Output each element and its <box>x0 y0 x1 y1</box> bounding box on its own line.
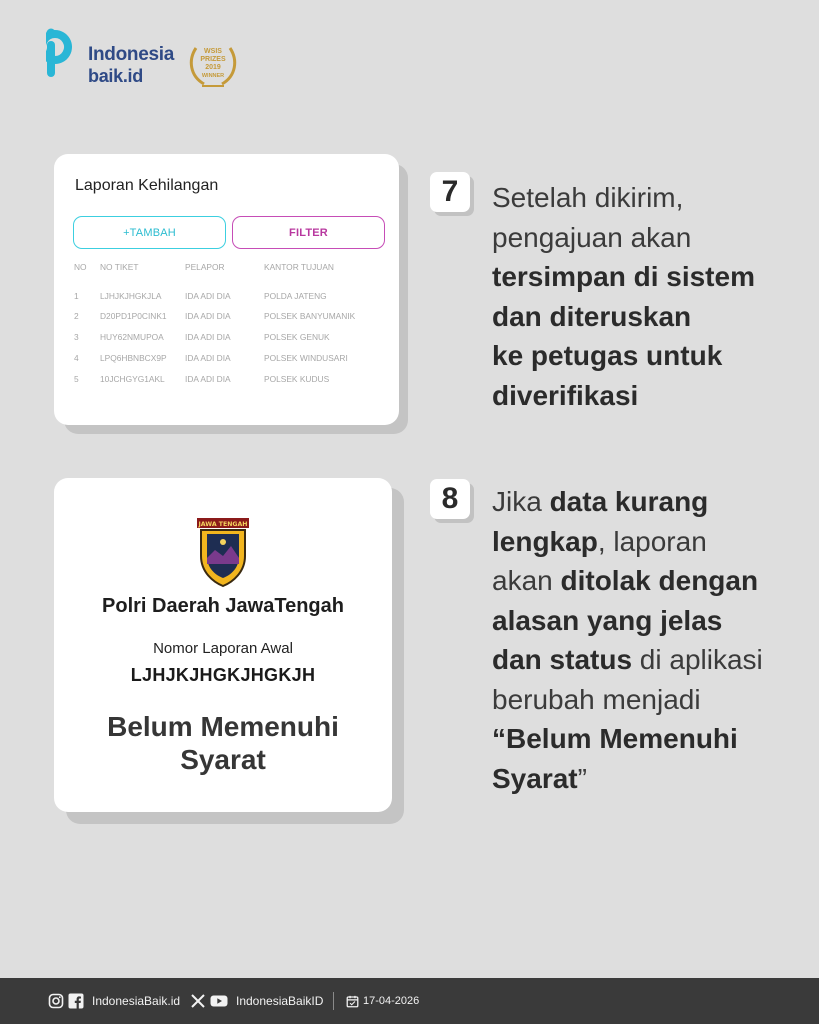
filter-button[interactable]: FILTER <box>232 216 385 249</box>
award-line2: PRIZES <box>200 56 226 63</box>
column-header-reporter: PELAPOR <box>185 262 225 272</box>
step-number-7: 7 <box>430 172 470 212</box>
table-row[interactable]: 1 LJHJKJHGKJLA IDA ADI DIA POLDA JATENG <box>74 291 327 301</box>
footer-social-primary[interactable] <box>48 978 180 1024</box>
step-number-8: 8 <box>430 479 470 519</box>
table-row[interactable]: 5 10JCHGYG1AKL IDA ADI DIA POLSEK KUDUS <box>74 374 330 384</box>
column-header-ticket: NO TIKET <box>100 262 139 272</box>
brand-name-line1: Indonesia <box>88 44 174 65</box>
organization-name: Polri Daerah JawaTengah <box>102 595 344 617</box>
footer-bar <box>0 978 819 1024</box>
step-8-description: Jika data kurang lengkap, laporan akan ditolak dengan alasan yang jelas dan status di aplikasi berubah menjadi “Belum Memenuhi Syarat” <box>492 486 763 794</box>
calendar-icon <box>346 995 359 1008</box>
facebook-icon <box>68 993 84 1009</box>
table-header <box>74 262 384 276</box>
footer-date-text: 17-04-2026 <box>363 995 420 1007</box>
report-status-text: Belum Memenuhi Syarat <box>107 711 339 775</box>
step-7-description: Setelah dikirim, pengajuan akan tersimpan di sistem dan diteruskan ke petugas untuk diverifikasi <box>492 182 755 411</box>
report-status-card <box>54 478 406 826</box>
table-row[interactable]: 4 LPQ6HBNBCX9P IDA ADI DIA POLSEK WINDUSARI <box>74 353 348 363</box>
indonesiabaik-logo-icon <box>46 28 82 84</box>
badge-text: JAWA TENGAH <box>198 521 248 528</box>
table-row[interactable]: 3 HUY62NMUPOA IDA ADI DIA POLSEK GENUK <box>74 332 330 342</box>
youtube-icon <box>210 993 228 1009</box>
add-report-button[interactable]: +TAMBAH <box>73 216 226 249</box>
wsis-award-badge <box>186 38 240 92</box>
instagram-icon <box>48 993 64 1009</box>
x-icon <box>190 993 206 1009</box>
footer-social-secondary[interactable] <box>190 978 323 1024</box>
award-line3: 2019 <box>205 64 221 71</box>
column-header-office: KANTOR TUJUAN <box>264 262 334 272</box>
brand-name-line2: baik.id <box>88 66 143 86</box>
report-list-card <box>54 154 410 436</box>
brand-logo <box>46 28 196 88</box>
polda-jateng-badge-icon <box>195 512 251 588</box>
footer-social-primary-label: IndonesiaBaik.id <box>92 994 181 1008</box>
report-list-title: Laporan Kehilangan <box>75 177 219 194</box>
table-row[interactable]: 2 D20PD1P0CINK1 IDA ADI DIA POLSEK BANYUMANIK <box>74 311 356 321</box>
report-number-label: Nomor Laporan Awal <box>153 640 293 657</box>
award-line1: WSIS <box>204 48 222 55</box>
footer-divider <box>333 992 334 1010</box>
award-line4: WINNER <box>201 73 225 79</box>
column-header-no: NO <box>74 262 87 272</box>
report-number-value: LJHJKJHGKJHGKJH <box>130 665 316 685</box>
footer-social-secondary-label: IndonesiaBaikID <box>236 994 324 1008</box>
footer-date <box>346 978 419 1024</box>
